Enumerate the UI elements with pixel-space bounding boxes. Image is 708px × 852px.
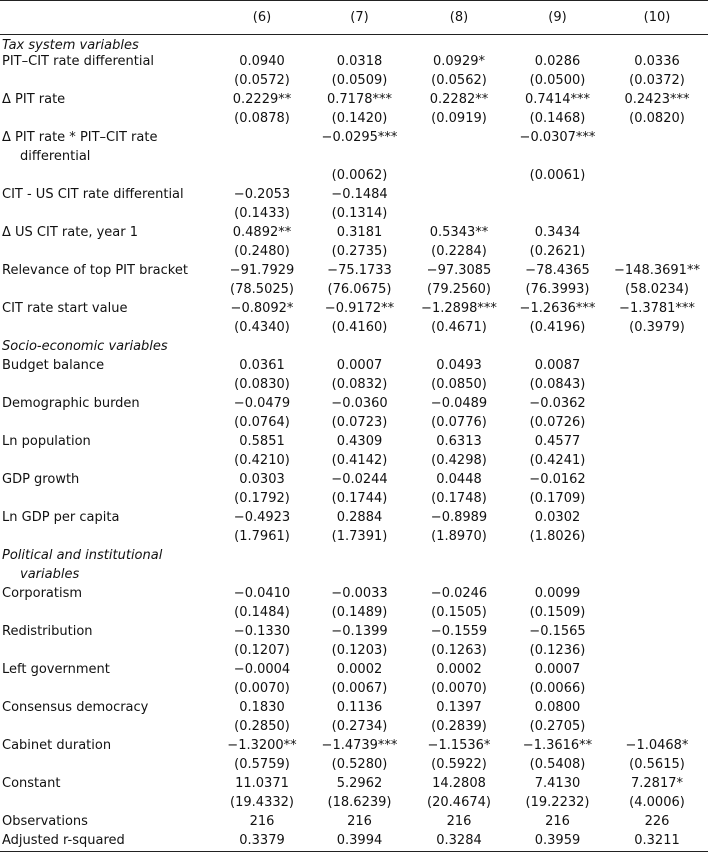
table-cell: 0.3181 (336, 224, 383, 240)
row-label (0, 605, 214, 624)
table-cell: 0.0002 (336, 661, 383, 677)
table-cell: (76.0675) (327, 281, 392, 297)
row-label (0, 111, 214, 130)
row-label: Δ PIT rate * PIT–CIT rate (2, 129, 158, 145)
table-cell: 216 (446, 813, 472, 829)
table-cell: 5.2962 (336, 775, 383, 791)
coefficient-row (0, 662, 708, 681)
table-cell: (0.4160) (331, 319, 388, 335)
coefficient-row (0, 776, 708, 795)
std-error-row (0, 244, 708, 263)
table-cell: 0.1830 (239, 699, 285, 715)
table-cell: −75.1733 (327, 262, 392, 278)
table-cell (606, 624, 708, 643)
table-cell: (0.2284) (431, 243, 487, 259)
row-label (0, 206, 214, 225)
row-label: GDP growth (2, 471, 80, 487)
table-cell (606, 681, 708, 700)
table-cell (606, 244, 708, 263)
table-cell (606, 415, 708, 434)
table-cell: (0.0070) (431, 680, 487, 696)
table-cell: 0.3994 (310, 833, 409, 852)
section-heading: Socio-economic variables (2, 338, 168, 354)
table-cell: (0.1792) (234, 490, 290, 506)
table-cell (409, 149, 509, 168)
row-label (0, 795, 214, 814)
table-cell (509, 149, 606, 168)
column-header: (9) (509, 1, 606, 35)
table-cell: (0.4142) (331, 452, 388, 468)
header-corner (0, 1, 214, 35)
table-cell (606, 130, 708, 149)
table-cell (606, 472, 708, 491)
section-heading: variables (20, 566, 80, 582)
table-cell: −0.0033 (331, 585, 388, 601)
table-cell: 0.7178*** (327, 91, 392, 107)
table-cell (214, 168, 310, 187)
table-cell (606, 168, 708, 187)
table-cell: −1.3200** (227, 737, 297, 753)
table-cell: 7.4130 (534, 775, 581, 791)
table-cell: (18.6239) (327, 794, 392, 810)
row-label (0, 681, 214, 700)
table-cell: −0.1484 (331, 186, 388, 202)
std-error-row (0, 453, 708, 472)
table-cell: (0.1263) (431, 642, 487, 658)
table-cell: (0.0878) (234, 110, 290, 126)
table-cell: −1.3616** (522, 737, 593, 753)
table-cell: (0.4210) (234, 452, 290, 468)
table-cell: (0.0070) (234, 680, 290, 696)
table-cell: −0.0410 (233, 585, 291, 601)
row-label (0, 377, 214, 396)
row-label: Δ US CIT rate, year 1 (2, 224, 138, 240)
table-cell: (0.0723) (331, 414, 388, 430)
table-cell: −0.0360 (331, 395, 388, 411)
coefficient-row (0, 54, 708, 73)
table-cell: (0.1748) (431, 490, 487, 506)
table-cell: 0.3434 (534, 224, 581, 240)
table-cell: (0.0776) (431, 414, 487, 430)
table-cell: (0.1433) (234, 205, 290, 221)
table-cell: −0.8092* (230, 300, 294, 316)
table-cell: 0.4577 (534, 433, 581, 449)
table-cell: (0.5759) (234, 756, 290, 772)
section-heading-row (0, 548, 708, 567)
std-error-row (0, 111, 708, 130)
row-label (0, 453, 214, 472)
row-label: Ln GDP per capita (2, 509, 120, 525)
table-cell (606, 662, 708, 681)
table-cell: (0.1505) (431, 604, 487, 620)
coefficient-row (0, 814, 708, 833)
table-cell (606, 700, 708, 719)
table-cell: (0.0843) (529, 376, 586, 392)
section-heading: Political and institutional (2, 547, 163, 563)
table-cell: 0.3211 (606, 833, 708, 852)
table-cell: (76.3993) (525, 281, 590, 297)
table-cell: −0.2053 (233, 186, 291, 202)
table-cell: 0.3959 (509, 833, 606, 852)
table-cell: (0.0062) (331, 167, 388, 183)
table-cell: 7.2817* (631, 775, 683, 791)
row-label: Cabinet duration (2, 737, 112, 753)
table-cell: −1.4739*** (321, 737, 398, 753)
std-error-row (0, 529, 708, 548)
table-cell: (0.5615) (629, 756, 685, 772)
table-cell: 14.2808 (432, 775, 486, 791)
table-cell: (0.2621) (529, 243, 586, 259)
table-cell: 0.0336 (634, 53, 680, 69)
table-cell: (0.1709) (529, 490, 586, 506)
row-label: Δ PIT rate (2, 91, 66, 107)
table-cell: (4.0006) (629, 794, 685, 810)
table-cell: (0.0850) (431, 376, 487, 392)
table-cell: (0.0562) (431, 72, 487, 88)
table-cell (606, 643, 708, 662)
coefficient-row (0, 738, 708, 757)
row-label: Ln population (2, 433, 91, 449)
table-cell: (78.5025) (230, 281, 294, 297)
table-cell (509, 187, 606, 206)
table-cell: −0.0246 (430, 585, 488, 601)
table-cell (606, 586, 708, 605)
table-cell: −0.1399 (331, 623, 388, 639)
table-cell (409, 187, 509, 206)
row-label: Adjusted r-squared (0, 833, 214, 852)
table-cell: 0.6313 (436, 433, 482, 449)
table-cell: (19.2232) (525, 794, 590, 810)
table-cell: 0.4309 (336, 433, 383, 449)
table-cell: (20.4674) (427, 794, 491, 810)
coefficient-row (0, 130, 708, 149)
table-cell (606, 358, 708, 377)
row-label: Redistribution (2, 623, 93, 639)
table-cell: (0.1420) (331, 110, 388, 126)
table-cell: 0.1397 (436, 699, 482, 715)
table-cell: (1.7391) (331, 528, 388, 544)
table-cell (606, 206, 708, 225)
section-heading-row (0, 339, 708, 358)
table-cell: (0.1203) (331, 642, 388, 658)
coefficient-row (0, 434, 708, 453)
table-cell: (1.8970) (431, 528, 487, 544)
table-cell: (0.2734) (331, 718, 388, 734)
table-cell: (1.7961) (234, 528, 290, 544)
table-cell: (0.5922) (431, 756, 487, 772)
table-cell: (0.0820) (629, 110, 685, 126)
table-cell: −1.2636*** (519, 300, 596, 316)
std-error-row (0, 757, 708, 776)
table-cell: 0.7414*** (525, 91, 590, 107)
table-cell: −0.0004 (233, 661, 291, 677)
row-label: Budget balance (2, 357, 105, 373)
table-cell: (0.4241) (529, 452, 586, 468)
coefficient-row (0, 624, 708, 643)
table-cell: (0.5280) (331, 756, 388, 772)
table-cell: 0.1136 (336, 699, 383, 715)
table-cell: −0.0307*** (519, 129, 596, 145)
table-cell (606, 377, 708, 396)
row-label (0, 244, 214, 263)
row-label (0, 643, 214, 662)
table-cell: 0.0361 (239, 357, 285, 373)
table-cell: (0.0832) (331, 376, 388, 392)
row-label (0, 320, 214, 339)
std-error-row (0, 206, 708, 225)
table-cell (606, 510, 708, 529)
table-cell: 0.0940 (239, 53, 285, 69)
section-heading-row (0, 35, 708, 54)
row-label: Corporatism (2, 585, 83, 601)
table-cell: (0.1314) (331, 205, 388, 221)
table-cell: −0.1559 (430, 623, 488, 639)
table-cell (606, 149, 708, 168)
table-cell: 0.3379 (214, 833, 310, 852)
table-cell: −0.4923 (233, 509, 291, 525)
table-cell: (0.4340) (234, 319, 290, 335)
table-cell: (19.4332) (230, 794, 294, 810)
table-cell: 216 (347, 813, 372, 829)
coefficient-row (0, 586, 708, 605)
coefficient-row (0, 358, 708, 377)
coefficient-row (0, 833, 708, 852)
std-error-row (0, 282, 708, 301)
table-cell: (0.1468) (529, 110, 586, 126)
column-header: (8) (409, 1, 509, 35)
table-cell (409, 168, 509, 187)
coefficient-row (0, 472, 708, 491)
table-cell: (0.0726) (529, 414, 586, 430)
table-cell: −0.0295*** (321, 129, 398, 145)
coefficient-row (0, 225, 708, 244)
coefficient-row (0, 510, 708, 529)
table-cell: −0.0489 (430, 395, 488, 411)
std-error-row (0, 415, 708, 434)
table-cell: −91.7929 (229, 262, 295, 278)
table-cell (214, 149, 310, 168)
table-cell (310, 149, 409, 168)
table-cell: −148.3691** (614, 262, 700, 278)
row-label: CIT - US CIT rate differential (2, 186, 184, 202)
coefficient-row (0, 263, 708, 282)
table-cell: (0.1489) (331, 604, 388, 620)
table-cell: (0.0572) (234, 72, 290, 88)
std-error-row (0, 73, 708, 92)
table-cell: 0.0929* (433, 53, 485, 69)
table-cell: 0.2423*** (624, 91, 690, 107)
table-cell: 0.0303 (239, 471, 285, 487)
std-error-row (0, 491, 708, 510)
table-cell: 0.4892** (232, 224, 292, 240)
table-cell: −78.4365 (525, 262, 590, 278)
std-error-row (0, 643, 708, 662)
table-cell: −0.1565 (529, 623, 586, 639)
row-label: Constant (2, 775, 61, 791)
table-cell (606, 453, 708, 472)
table-cell: −0.0479 (233, 395, 291, 411)
row-label: Relevance of top PIT bracket (2, 262, 188, 278)
row-label (0, 491, 214, 510)
table-cell: 0.0002 (436, 661, 482, 677)
table-cell: (79.2560) (427, 281, 491, 297)
table-cell: 0.0286 (534, 53, 581, 69)
table-cell: 226 (644, 813, 670, 829)
table-cell: 0.3284 (409, 833, 509, 852)
row-label: CIT rate start value (2, 300, 128, 316)
table-cell: (0.2705) (529, 718, 586, 734)
row-label (0, 73, 214, 92)
table-cell: (58.0234) (625, 281, 689, 297)
table-cell: (0.1207) (234, 642, 290, 658)
table-body (0, 35, 708, 852)
column-header: (7) (310, 1, 409, 35)
table-cell: (0.2850) (234, 718, 290, 734)
table-cell (606, 434, 708, 453)
row-label (0, 168, 214, 187)
table-cell: (0.4671) (431, 319, 487, 335)
table-cell: (0.4298) (431, 452, 487, 468)
std-error-row (0, 795, 708, 814)
table-cell: (0.0509) (331, 72, 388, 88)
table-cell: (0.0919) (431, 110, 487, 126)
row-label: Left government (2, 661, 110, 677)
table-cell: 0.0007 (336, 357, 383, 373)
table-cell: 11.0371 (235, 775, 289, 791)
table-cell: (0.1484) (234, 604, 290, 620)
std-error-row (0, 681, 708, 700)
section-heading: Tax system variables (2, 38, 139, 53)
table-cell (409, 206, 509, 225)
table-cell: (0.1509) (529, 604, 586, 620)
table-cell: (0.2735) (331, 243, 388, 259)
table-cell: (0.0372) (629, 72, 685, 88)
table-cell: (0.2839) (431, 718, 487, 734)
table-cell: −1.1536* (427, 737, 491, 753)
table-cell: (1.8026) (529, 528, 586, 544)
row-label: Consensus democracy (2, 699, 149, 715)
table-cell (606, 605, 708, 624)
coefficient-row (0, 700, 708, 719)
table-cell (606, 719, 708, 738)
table-cell (606, 396, 708, 415)
table-cell: −97.3085 (426, 262, 492, 278)
row-label (0, 529, 214, 548)
row-label: PIT–CIT rate differential (2, 53, 155, 69)
row-label: Demographic burden (2, 395, 140, 411)
row-label: Observations (2, 813, 88, 829)
table-cell: 0.5343** (429, 224, 489, 240)
table-cell: −1.0468* (625, 737, 689, 753)
row-label (0, 719, 214, 738)
table-cell: 0.2884 (336, 509, 383, 525)
std-error-row (0, 168, 708, 187)
std-error-row (0, 320, 708, 339)
coefficient-row (0, 92, 708, 111)
table-cell: −1.3781*** (619, 300, 695, 316)
header-row (0, 1, 708, 35)
table-header (0, 1, 708, 35)
table-cell: 216 (249, 813, 275, 829)
table-cell: 0.0800 (534, 699, 581, 715)
table-cell: (0.0067) (331, 680, 388, 696)
coefficient-row (0, 187, 708, 206)
table-cell: (0.0061) (529, 167, 586, 183)
column-header: (6) (214, 1, 310, 35)
table-cell: 0.0448 (436, 471, 482, 487)
table-cell: −0.1330 (233, 623, 291, 639)
section-heading-row (0, 567, 708, 586)
row-label: differential (20, 148, 91, 164)
table-cell (606, 187, 708, 206)
row-label (0, 415, 214, 434)
table-cell: (0.5408) (529, 756, 586, 772)
table-cell: −0.8989 (430, 509, 488, 525)
std-error-row (0, 377, 708, 396)
table-cell: −0.0244 (331, 471, 388, 487)
table-cell (606, 225, 708, 244)
std-error-row (0, 605, 708, 624)
table-cell: 216 (545, 813, 570, 829)
column-header: (10) (606, 1, 708, 35)
table-cell: (0.0500) (529, 72, 586, 88)
table-cell (409, 130, 509, 149)
table-cell: 0.2229** (232, 91, 292, 107)
table-cell: (0.0066) (529, 680, 586, 696)
table-cell (509, 206, 606, 225)
table-cell: 0.0302 (534, 509, 581, 525)
table-cell: 0.0318 (336, 53, 383, 69)
table-cell: 0.0493 (436, 357, 482, 373)
coefficient-row (0, 396, 708, 415)
table-cell (606, 491, 708, 510)
row-label (0, 282, 214, 301)
table-cell: 0.0099 (534, 585, 581, 601)
table-cell: 0.0007 (534, 661, 581, 677)
table-cell: (0.2480) (234, 243, 290, 259)
table-cell: 0.0087 (534, 357, 581, 373)
table-cell: 0.5851 (239, 433, 285, 449)
table-cell: (0.0764) (234, 414, 290, 430)
table-cell (214, 130, 310, 149)
table-cell: (0.0830) (234, 376, 290, 392)
table-cell (606, 529, 708, 548)
table-cell: −0.0362 (529, 395, 586, 411)
table-cell: −0.0162 (529, 471, 586, 487)
coefficient-row (0, 149, 708, 168)
table-cell: (0.1236) (529, 642, 586, 658)
coefficient-row (0, 301, 708, 320)
table-cell: (0.1744) (331, 490, 388, 506)
table-cell: (0.3979) (629, 319, 685, 335)
std-error-row (0, 719, 708, 738)
table-cell: −0.9172** (324, 300, 395, 316)
table-cell: −1.2898*** (421, 300, 497, 316)
table-cell: (0.4196) (529, 319, 586, 335)
table-cell: 0.2282** (429, 91, 489, 107)
row-label (0, 757, 214, 776)
